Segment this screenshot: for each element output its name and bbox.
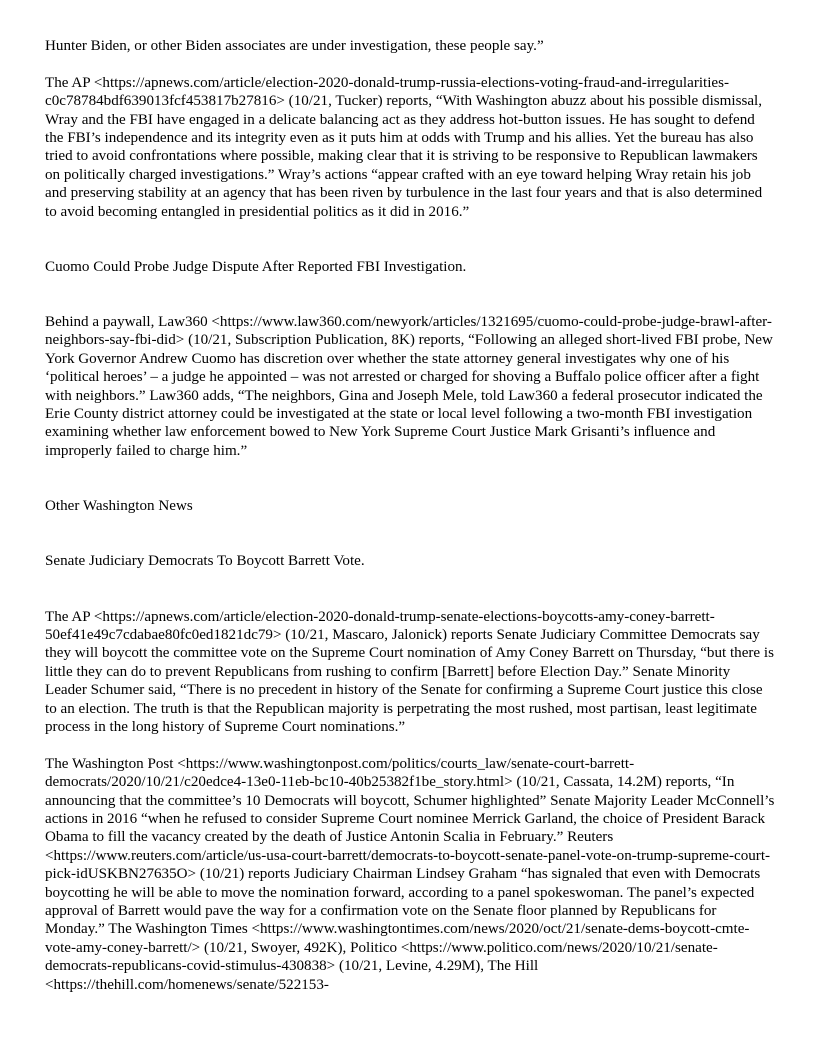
document-page: [45, 37, 775, 994]
headline-judiciary-boycott: Senate Judiciary Democrats To Boycott Barrett Vote.: [45, 553, 365, 570]
spacer: [45, 460, 775, 497]
spacer: [45, 276, 775, 313]
section-heading-other-washington-news: Other Washington News: [45, 498, 193, 515]
headline-cuomo-probe: Cuomo Could Probe Judge Dispute After Reported FBI Investigation.: [45, 258, 467, 275]
paragraph-law360-report: Behind a paywall, Law360 <https://www.law360.com/newyork/articles/1321695/cuomo-could-probe-judge-brawl-after-neighbors-say-fbi-did> (10/21, Subscription Publication, 8K) reports, “Following an alleged short-lived FBI probe, New York Governor Andrew Cuomo has discretion over whether the state attorney general investigates why one of his ‘political heroes’ – a judge he appointed – was not arrested or charged for shoving a Buffalo police officer after a fight with neighbors.” Law360 adds, “The neighbors, Gina and Joseph Mele, told Law360 a federal prosecutor indicated the Erie County district attorney could be investigated at the state or local level following a two-month FBI investigation examining whether law enforcement bowed to New York Supreme Court Justice Mark Grisanti’s influence and improperly failed to charge him.”: [45, 314, 773, 459]
spacer: [45, 736, 775, 754]
spacer: [45, 55, 775, 73]
paragraph-ap-boycott-report: The AP <https://apnews.com/article/election-2020-donald-trump-senate-elections-boycotts-amy-coney-barrett-50ef41e49c7cdabae80fc0ed1821dc79> (10/21, Mascaro, Jalonick) reports Senate Judiciary Committee Democrats say they will boycott the committee vote on the Supreme Court nomination of Amy Coney Barrett on Thursday, “but there is little they can do to prevent Republicans from rushing to confirm [Barrett] before Election Day.” Senate Minority Leader Schumer said, “There is no precedent in history of the Senate for confirming a Supreme Court justice this close to an election. The truth is that the Republican majority is perpetrating the most rushed, most partisan, least legitimate process in the long history of Supreme Court nominations.”: [45, 608, 774, 735]
spacer: [45, 516, 775, 553]
paragraph-ap-wray-report: The AP <https://apnews.com/article/election-2020-donald-trump-russia-elections-voting-fraud-and-irregularities-c0c78784bdf639013fcf453817b27816> (10/21, Tucker) reports, “With Washington abuzz about his possible dismissal, Wray and the FBI have engaged in a delicate balancing act as they address hot-button issues. He has sought to defend the FBI’s independence and its integrity even as it puts him at odds with Trump and his allies. Yet the bureau has also tried to avoid confrontations where possible, making clear that it is striving to be responsive to Republican lawmakers on politically charged investigations.” Wray’s actions “appear crafted with an eye toward helping Wray retain his job and preserving stability at an agency that has been riven by turbulence in the last four years and that is also determined to avoid becoming entangled in presidential politics as it did in 2016.”: [45, 74, 763, 220]
spacer: [45, 571, 775, 608]
spacer: [45, 221, 775, 258]
paragraph-continuation: Hunter Biden, or other Biden associates are under investigation, these people say.”: [45, 38, 544, 54]
paragraph-washington-post-report: The Washington Post <https://www.washingtonpost.com/politics/courts_law/senate-court-barrett-democrats/2020/10/21/c20edce4-13e0-11eb-bc10-40b25382f1be_story.html> (10/21, Cassata, 14.2M) reports, “In announcing that the committee’s 10 Democrats will boycott, Schumer highlighted” Senate Majority Leader McConnell’s actions in 2016 “when he refused to consider Supreme Court nominee Merrick Garland, the choice of President Barack Obama to fill the vacancy created by the death of Justice Antonin Scalia in February.” Reuters <https://www.reuters.com/article/us-usa-court-barrett/democrats-to-boycott-senate-panel-vote-on-trump-supreme-court-pick-idUSKBN27635O> (10/21) reports Judiciary Chairman Lindsey Graham “has signaled that even with Democrats boycotting he will be able to move the nomination forward, according to a panel spokeswoman. The panel’s expected approval of Barrett would pave the way for a confirmation vote on the Senate floor planned by Republicans for Monday.” The Washington Times <https://www.washingtontimes.com/news/2020/oct/21/senate-dems-boycott-cmte-vote-amy-coney-barrett/> (10/21, Swoyer, 492K), Politico <https://www.politico.com/news/2020/10/21/senate-democrats-republicans-covid-stimulus-430838> (10/21, Levine, 4.29M), The Hill <https://thehill.com/homenews/senate/522153-: [45, 755, 775, 993]
